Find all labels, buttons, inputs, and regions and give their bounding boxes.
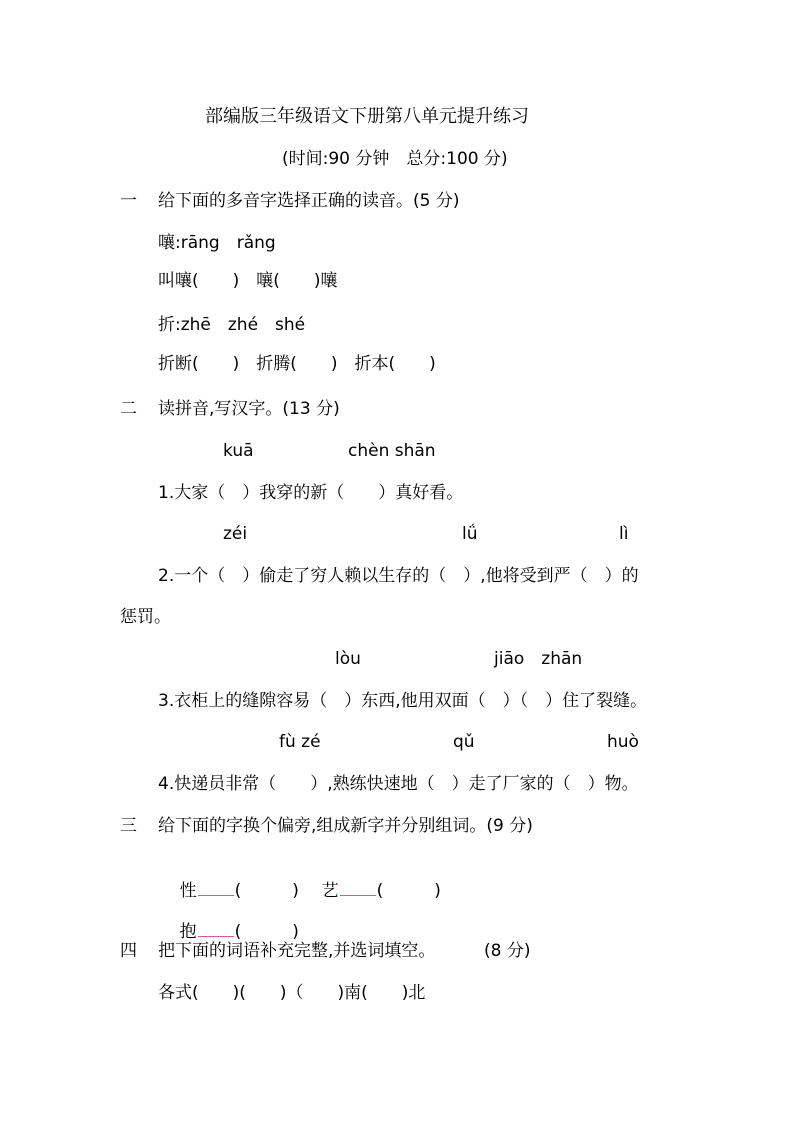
page-subtitle: (时间:90 分钟 总分:100 分)	[282, 149, 508, 169]
page-title: 部编版三年级语文下册第八单元提升练习	[205, 106, 529, 127]
q4-number: 四	[120, 941, 137, 961]
q2-pinyin-fuze: fù zé	[279, 732, 321, 752]
q1-heading: 给下面的多音字选择正确的读音。(5 分)	[158, 191, 460, 211]
q2-pinyin-chenshan: chèn shān	[348, 441, 436, 461]
q2-sentence-2-cont: 惩罚。	[120, 607, 171, 627]
q2-pinyin-huo: huò	[607, 732, 639, 752]
q3-char-3: 抱	[179, 922, 197, 942]
q3-paren-2: ( )	[376, 881, 441, 901]
q1-rang-pinyin: 嚷:rāng rǎng	[158, 233, 276, 253]
q3-blank-1[interactable]	[198, 879, 234, 896]
q2-sentence-1: 1.大家（ ）我穿的新（ ）真好看。	[158, 483, 464, 503]
q2-pinyin-lu: lǘ	[462, 524, 478, 544]
q2-pinyin-lou: lòu	[335, 649, 361, 669]
q2-pinyin-qu: qǔ	[453, 732, 475, 752]
q2-pinyin-jiaozhan: jiāo zhān	[494, 649, 583, 669]
q3-item-2	[300, 857, 441, 924]
q3-blank-2[interactable]	[340, 879, 376, 896]
q3-char-1: 性	[179, 881, 197, 901]
q2-number: 二	[120, 399, 137, 419]
q3-number: 三	[120, 816, 137, 836]
q3-paren-3: ( )	[234, 922, 299, 942]
q4-heading: 把下面的词语补充完整,并选词填空。	[158, 941, 436, 961]
q3-paren-1: ( )	[234, 881, 299, 901]
q2-pinyin-kua: kuā	[223, 441, 254, 461]
q2-sentence-3: 3.衣柜上的缝隙容易（ ）东西,他用双面（ ）（ ）住了裂缝。	[158, 691, 648, 711]
q3-blank-3[interactable]	[198, 920, 234, 937]
q1-zhe-pinyin: 折:zhē zhé shé	[158, 315, 306, 335]
q1-number: 一	[120, 191, 137, 211]
q1-rang-fill: 叫嚷( ) 嚷( )嚷	[158, 271, 338, 291]
q2-pinyin-li: lì	[619, 524, 629, 544]
q4-score: (8 分)	[484, 941, 531, 961]
q2-heading: 读拼音,写汉字。(13 分)	[158, 399, 340, 419]
q2-sentence-2: 2.一个（ ）偷走了穷人赖以生存的（ ）,他将受到严（ ）的	[158, 566, 639, 586]
q3-heading: 给下面的字换个偏旁,组成新字并分别组词。(9 分)	[158, 816, 533, 836]
q1-zhe-fill: 折断( ) 折腾( ) 折本( )	[158, 354, 436, 374]
q4-line-1: 各式( )( )（ )南( )北	[158, 983, 426, 1003]
q3-char-2: 艺	[321, 881, 339, 901]
q2-pinyin-zei: zéi	[223, 524, 248, 544]
q2-sentence-4: 4.快递员非常（ ）,熟练快速地（ ）走了厂家的（ ）物。	[158, 774, 639, 794]
